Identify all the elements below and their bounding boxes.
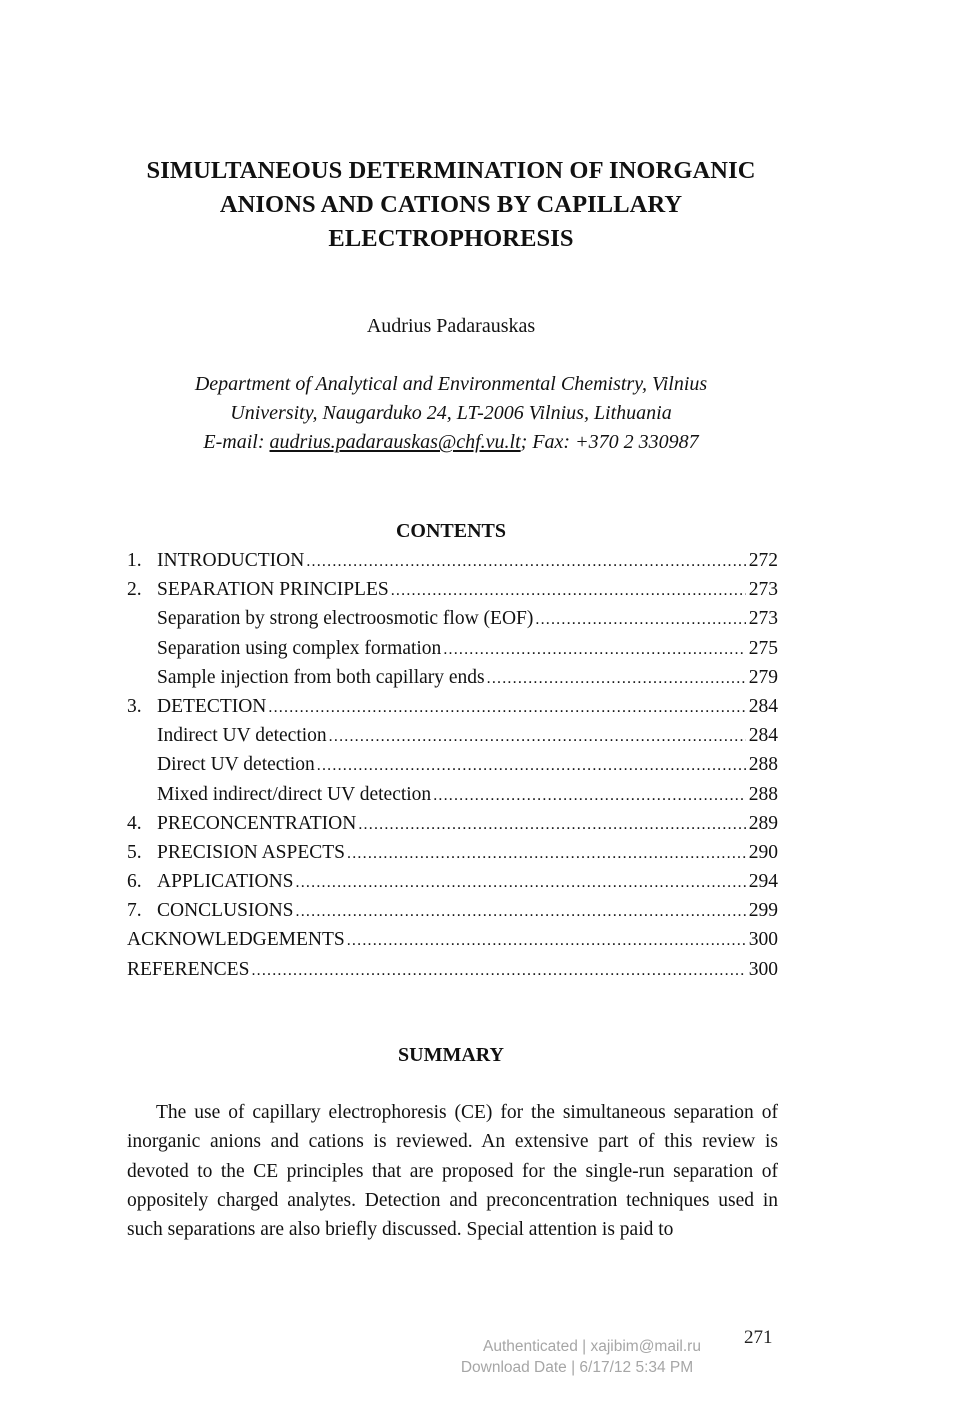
toc-entry-page: 289 [748, 812, 778, 834]
affiliation-line-1: Department of Analytical and Environmental Chemistry, Vilnius [194, 373, 708, 395]
contents-heading: CONTENTS [395, 520, 507, 542]
toc-entry-number: 4. [127, 812, 142, 834]
toc-entry-label: CONCLUSIONS [157, 900, 294, 922]
toc-entry-label: INTRODUCTION [157, 550, 305, 571]
toc-entry-number: 3. [127, 695, 142, 717]
toc-entry-label: APPLICATIONS [157, 871, 294, 893]
toc-dot-leader [358, 810, 745, 839]
toc-entry-page: 272 [748, 550, 778, 571]
author-affiliation [120, 370, 782, 457]
email-prefix: E-mail: [203, 431, 270, 453]
download-watermark [460, 1336, 770, 1378]
toc-entry [127, 634, 778, 663]
toc-dot-leader [268, 693, 745, 722]
toc-entry-page: 300 [748, 958, 778, 980]
title-line-3: ELECTROPHORESIS [328, 225, 574, 252]
toc-entry-page: 273 [748, 579, 778, 601]
toc-dot-leader [329, 722, 746, 751]
toc-entry [127, 838, 778, 867]
toc-entry-label: PRECONCENTRATION [157, 812, 357, 834]
toc-entry-page: 300 [748, 929, 778, 951]
title-line-2: ANIONS AND CATIONS BY CAPILLARY [219, 191, 683, 218]
toc-entry-page: 288 [748, 754, 778, 776]
toc-dot-leader [347, 839, 746, 868]
toc-entry-label: Separation by strong electroosmotic flow (EOF) [157, 608, 534, 630]
toc-entry [127, 692, 778, 721]
toc-entry [127, 867, 778, 896]
toc-entry-label: DETECTION [157, 695, 267, 717]
toc-dot-leader [487, 664, 746, 693]
toc-dot-leader [391, 576, 746, 605]
affiliation-contact-line [120, 428, 782, 457]
toc-entry [127, 721, 778, 750]
email-link[interactable]: audrius.padarauskas@chf.vu.lt [269, 431, 521, 453]
toc-entry-label: Indirect UV detection [157, 725, 327, 747]
toc-entry-page: 284 [748, 725, 778, 747]
toc-entry [127, 663, 778, 692]
toc-dot-leader [317, 751, 746, 780]
toc-entry [127, 809, 778, 838]
toc-entry [127, 780, 778, 809]
toc-entry-label: Sample injection from both capillary ends [157, 666, 485, 688]
toc-entry-label: Direct UV detection [157, 754, 315, 776]
toc-dot-leader [433, 781, 746, 810]
toc-entry-page: 273 [748, 608, 778, 630]
summary-heading: SUMMARY [398, 1044, 504, 1066]
toc-entry-page: 299 [748, 900, 778, 922]
watermark-download-date: Download Date | 6/17/12 5:34 PM [460, 1359, 694, 1376]
fax-text: ; Fax: +370 2 330987 [520, 431, 699, 453]
toc-entry [127, 955, 778, 984]
toc-entry-number: 2. [127, 579, 142, 601]
toc-entry-page: 284 [748, 695, 778, 717]
toc-dot-leader [306, 547, 745, 576]
toc-entry-label: Mixed indirect/direct UV detection [157, 783, 432, 805]
toc-entry-number: 5. [127, 841, 142, 863]
toc-entry-number: 7. [127, 900, 142, 922]
toc-entry [127, 896, 778, 925]
toc-entry [127, 925, 778, 954]
toc-entry [127, 604, 778, 633]
toc-dot-leader [296, 897, 746, 926]
toc-entry-number: 6. [127, 871, 142, 893]
toc-entry-page: 294 [748, 871, 778, 893]
summary-paragraph: The use of capillary electrophoresis (CE) for the simultaneous separation of inorganic anions and cations is reviewed. An extensive part of this review is devoted to the CE principles that are proposed for the single-run separation of oppositely charged analytes. Detection and preconcentration techniques used in such separations are also briefly discussed. Special attention is paid to [127, 1102, 778, 1241]
toc-entry-label: REFERENCES [127, 958, 250, 980]
author-name: Audrius Padarauskas [366, 315, 536, 337]
toc-dot-leader [347, 926, 746, 955]
toc-dot-leader [443, 635, 745, 664]
toc-entry-label: Separation using complex formation [157, 637, 442, 659]
affiliation-line-2: University, Naugarduko 24, LT-2006 Vilnius, Lithuania [230, 402, 672, 424]
toc-entry-label: PRECISION ASPECTS [157, 841, 346, 863]
toc-entry-page: 279 [748, 666, 778, 688]
toc-entry [127, 546, 778, 575]
toc-entry-label: SEPARATION PRINCIPLES [157, 579, 389, 601]
toc-entry-page: 290 [748, 841, 778, 863]
toc-entry-page: 275 [748, 637, 778, 659]
toc-entry-page: 288 [748, 783, 778, 805]
table-of-contents [127, 546, 778, 984]
paper-title [120, 154, 782, 256]
page-number: 271 [744, 1327, 773, 1348]
toc-dot-leader [296, 868, 746, 897]
toc-entry-label: ACKNOWLEDGEMENTS [127, 929, 345, 951]
toc-dot-leader [251, 956, 745, 985]
title-line-1: SIMULTANEOUS DETERMINATION OF INORGANIC [146, 157, 756, 184]
toc-dot-leader [535, 605, 745, 634]
watermark-authenticated: Authenticated | xajibim@mail.ru [483, 1338, 701, 1355]
toc-entry-number: 1. [127, 550, 142, 571]
toc-entry [127, 750, 778, 779]
toc-entry [127, 575, 778, 604]
